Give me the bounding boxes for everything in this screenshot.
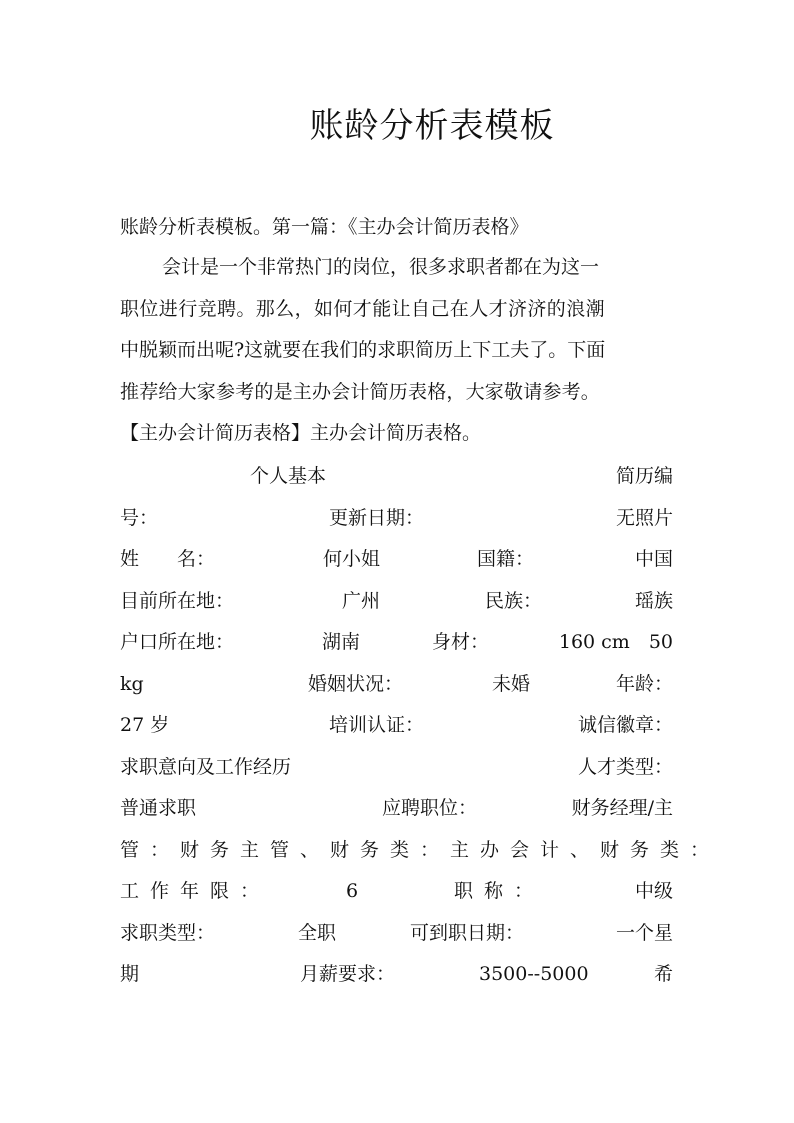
- form-row: [120, 830, 721, 872]
- form-label: 个人基本: [250, 465, 327, 487]
- form-value: 湖南: [322, 631, 361, 653]
- form-value: 瑶族: [634, 589, 673, 612]
- paragraph-line: 职位进行竞聘。那么，如何才能让自己在人才济济的浪潮: [120, 297, 606, 320]
- form-row: [120, 456, 673, 498]
- paragraph-line: 会计是一个非常热门的岗位，很多求职者都在为这一: [162, 256, 600, 278]
- form-row: [120, 498, 673, 540]
- form-value: 财务经理/主: [571, 797, 673, 819]
- form-label: 职称：: [454, 880, 545, 902]
- document-body: [120, 208, 673, 455]
- form-row: [120, 913, 673, 955]
- form-value: 广州: [342, 589, 381, 612]
- form-label: 姓 名：: [120, 548, 216, 570]
- form-row: [120, 705, 673, 747]
- form-value: 27 岁: [120, 714, 170, 736]
- form-label: 民族：: [485, 589, 543, 612]
- form-value: 中级: [634, 880, 673, 902]
- form-label: 国籍：: [477, 548, 535, 570]
- form-value: 全职: [298, 921, 337, 944]
- form-value: 希: [653, 963, 673, 985]
- form-value: 未婚: [492, 672, 531, 695]
- form-label: 工作年限：: [120, 880, 271, 902]
- form-value: 管：财务主管、财务类：主办会计、财务类：: [120, 838, 721, 861]
- form-label: 更新日期：: [329, 506, 425, 529]
- form-row: [120, 871, 673, 913]
- form-label: 月薪要求：: [300, 963, 396, 985]
- form-value: 3500--5000: [479, 963, 589, 985]
- form-label: 应聘职位：: [382, 797, 478, 819]
- resume-form: [120, 456, 721, 996]
- form-label: 身材：: [432, 631, 490, 653]
- document-title: 账龄分析表模板: [309, 106, 555, 146]
- form-label: 培训认证：: [329, 714, 425, 736]
- form-value: 普通求职: [120, 797, 197, 819]
- intro-line: 账龄分析表模板。第一篇：《主办会计简历表格》: [120, 216, 529, 238]
- form-value: 中国: [634, 548, 673, 570]
- form-value: 160 cm 50: [558, 631, 673, 653]
- form-row: [120, 954, 673, 996]
- form-label: 求职类型：: [120, 921, 216, 944]
- form-value: 6: [346, 880, 359, 902]
- form-row: [120, 539, 673, 581]
- form-label: 年龄：: [615, 672, 673, 695]
- form-label: 号：: [120, 506, 159, 529]
- form-value: 一个星: [615, 921, 673, 944]
- form-label: 人才类型：: [577, 755, 673, 778]
- form-value: kg: [120, 672, 144, 695]
- form-label: 婚姻状况：: [308, 672, 404, 695]
- form-value: 何小姐: [323, 548, 381, 570]
- form-row: [120, 747, 673, 789]
- form-label: 简历编: [615, 465, 673, 487]
- form-row: [120, 664, 673, 706]
- paragraph-line: 推荐给大家参考的是主办会计简历表格，大家敬请参考。: [120, 380, 601, 403]
- form-label: 诚信徽章：: [577, 714, 673, 736]
- form-label: 可到职日期：: [410, 921, 525, 944]
- form-section-label: 求职意向及工作经历: [120, 755, 292, 778]
- form-row: [120, 581, 673, 623]
- form-value: 期: [120, 963, 140, 985]
- form-label: 目前所在地：: [120, 589, 235, 612]
- form-row: [120, 622, 673, 664]
- form-value: 无照片: [615, 506, 673, 529]
- form-row: [120, 788, 673, 830]
- form-label: 户口所在地：: [120, 631, 235, 653]
- paragraph-line: 【主办会计简历表格】主办会计简历表格。: [120, 422, 482, 444]
- paragraph-line: 中脱颖而出呢?这就要在我们的求职简历上下工夫了。下面: [120, 339, 606, 361]
